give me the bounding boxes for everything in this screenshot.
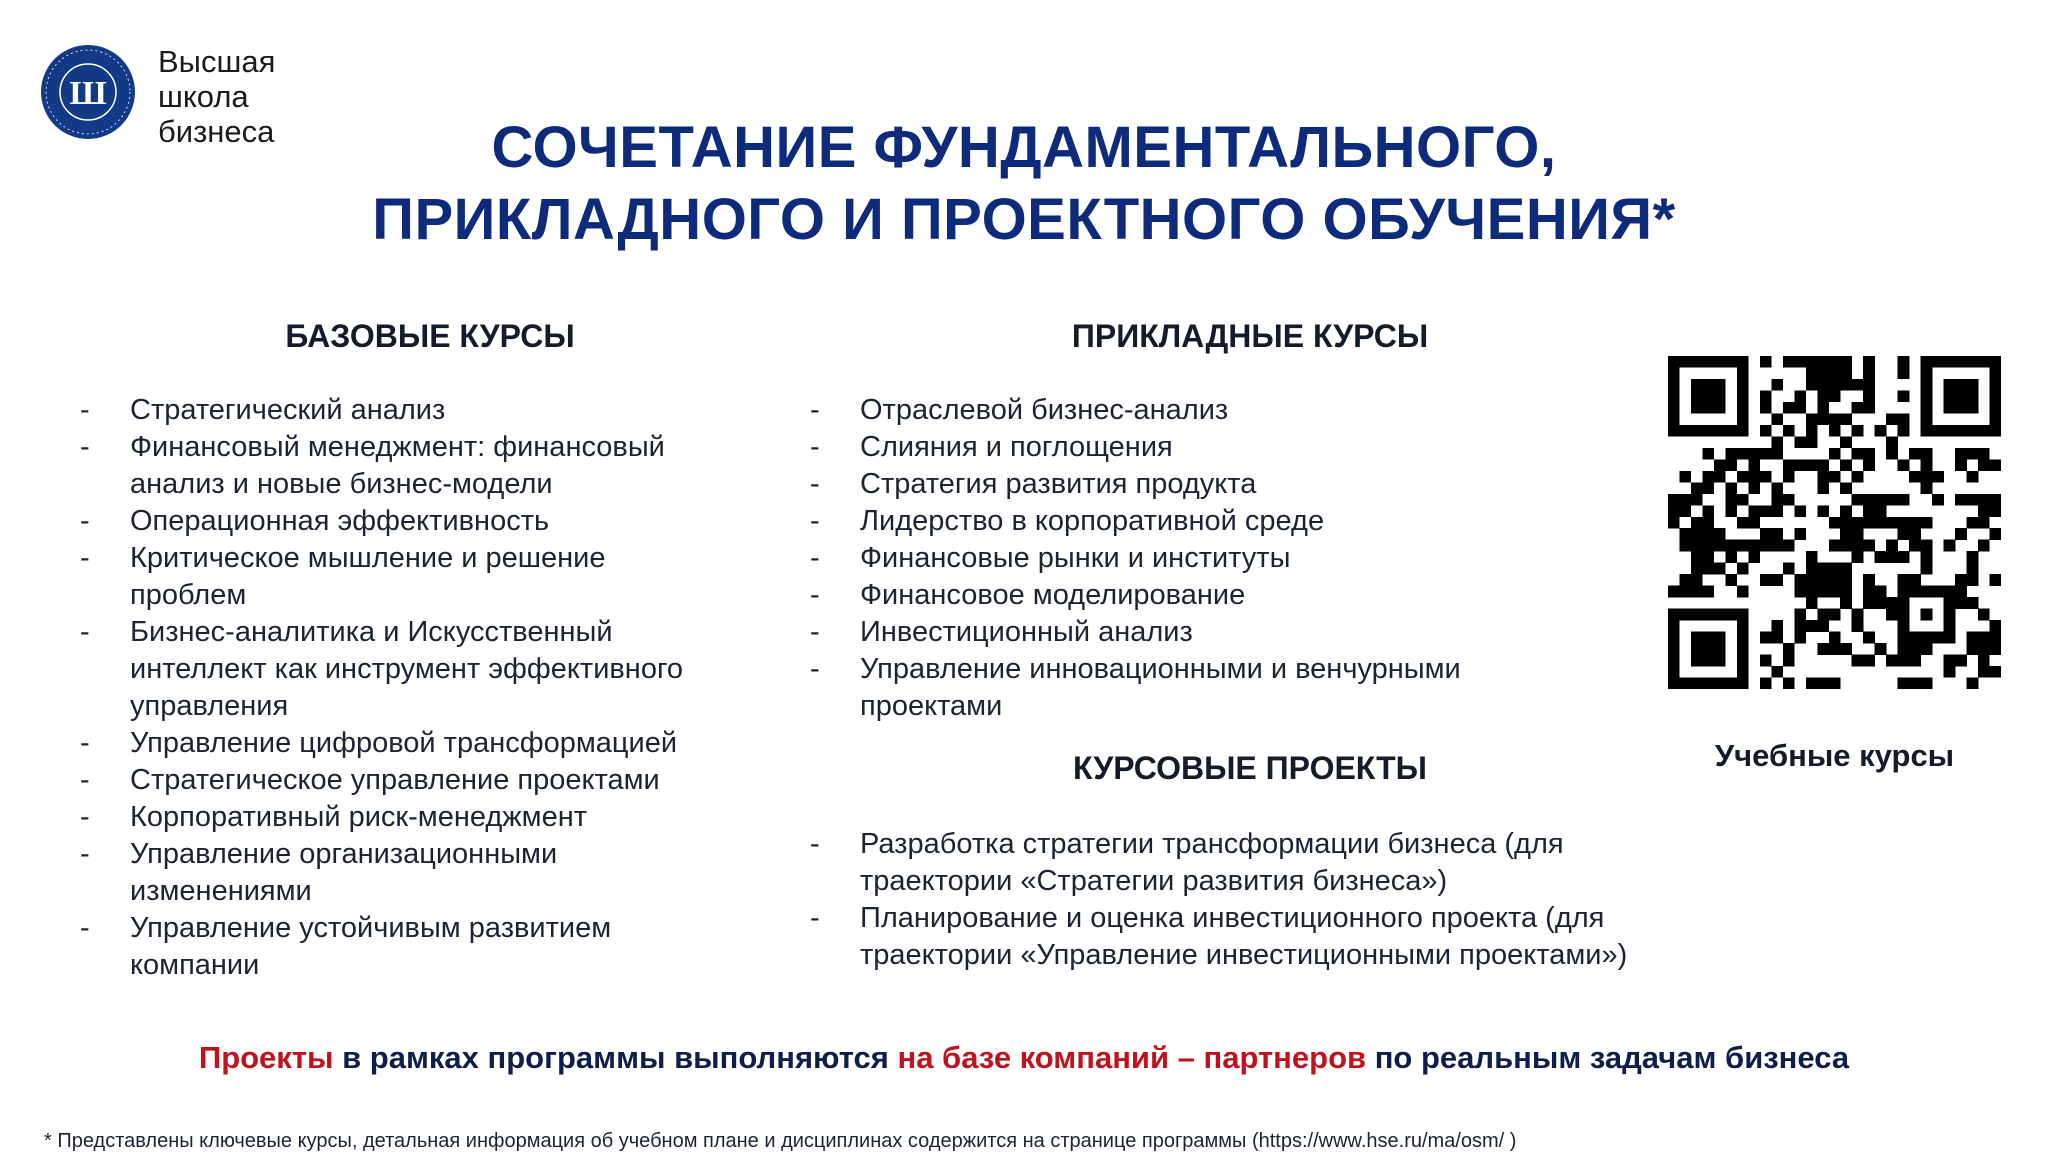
- list-item: [80, 503, 800, 540]
- list-item-text: Управление цифровой трансформацией: [130, 727, 678, 759]
- list-item-text: управления: [130, 690, 289, 722]
- list-item: [80, 762, 800, 799]
- list-item-text: Финансовый менеджмент: финансовый: [130, 431, 665, 463]
- list-bullet: -: [810, 902, 820, 934]
- list-bullet: -: [80, 727, 90, 759]
- banner-part-2: в рамках программы выполняются: [333, 1040, 898, 1075]
- list-item: [810, 577, 1630, 614]
- list-bullet: -: [80, 431, 90, 463]
- list-bullet: -: [810, 653, 820, 685]
- list-item-text: Лидерство в корпоративной среде: [860, 505, 1325, 537]
- list-bullet: -: [80, 505, 90, 537]
- list-bullet: -: [80, 394, 90, 426]
- list-item-text: Управление устойчивым развитием: [130, 912, 612, 944]
- list-item: [80, 429, 800, 503]
- list-bullet: -: [810, 542, 820, 574]
- footnote: * Представлены ключевые курсы, детальная информация об учебном плане и дисциплинах содержится на странице программы (https://www.hse.ru/ma/osm/ ): [44, 1130, 1517, 1152]
- list-bullet: -: [810, 505, 820, 537]
- list-bullet: -: [810, 468, 820, 500]
- list-item: [810, 540, 1630, 577]
- title-line-2: ПРИКЛАДНОГО И ПРОЕКТНОГО ОБУЧЕНИЯ*: [372, 187, 1676, 252]
- list-item: [810, 651, 1630, 725]
- list-item-text: Разработка стратегии трансформации бизнеса (для: [860, 828, 1564, 860]
- list-item: [810, 466, 1630, 503]
- list-item-text: Критическое мышление и решение: [130, 542, 606, 574]
- qr-code[interactable]: [1668, 356, 2001, 689]
- list-item: [810, 900, 1670, 974]
- list-item-text: Инвестиционный анализ: [860, 616, 1193, 648]
- list-bullet: -: [810, 394, 820, 426]
- list-item-text: Стратегическое управление проектами: [130, 764, 660, 796]
- list-item: [80, 614, 800, 725]
- list-item-text: Финансовые рынки и институты: [860, 542, 1291, 574]
- list-item-text: Отраслевой бизнес-анализ: [860, 394, 1229, 426]
- list-item-text: Корпоративный риск-менеджмент: [130, 801, 588, 833]
- list-item: [810, 392, 1630, 429]
- list-item-text: изменениями: [130, 875, 312, 907]
- list-bullet: -: [80, 764, 90, 796]
- list-item-text: проектами: [860, 690, 1003, 722]
- qr-caption: Учебные курсы: [1714, 738, 1955, 773]
- page-title: [0, 112, 2048, 256]
- banner-part-4: по реальным задачам бизнеса: [1366, 1040, 1850, 1075]
- list-item: [80, 799, 800, 836]
- list-item-text: Операционная эффективность: [130, 505, 550, 537]
- applied-courses-heading: ПРИКЛАДНЫЕ КУРСЫ: [1071, 318, 1429, 354]
- list-item-text: траектории «Управление инвестиционными проектами»): [860, 939, 1628, 971]
- list-item-text: интеллект как инструмент эффективного: [130, 653, 684, 685]
- course-projects-list: [810, 826, 1670, 974]
- list-item: [810, 429, 1630, 466]
- list-item: [80, 725, 800, 762]
- banner-part-3: на базе компаний – партнеров: [897, 1040, 1367, 1075]
- logo-line-1: Высшая: [158, 44, 276, 79]
- projects-banner: [0, 1040, 2048, 1076]
- list-item-text: Управление инновационными и венчурными: [860, 653, 1461, 685]
- list-item: [810, 503, 1630, 540]
- list-bullet: -: [810, 828, 820, 860]
- list-bullet: -: [80, 616, 90, 648]
- base-courses-heading: БАЗОВЫЕ КУРСЫ: [285, 318, 575, 354]
- course-projects-heading: КУРСОВЫЕ ПРОЕКТЫ: [1072, 750, 1427, 786]
- seal-letter: Ш: [69, 75, 107, 112]
- list-item: [80, 836, 800, 910]
- list-item-text: Стратегический анализ: [130, 394, 446, 426]
- list-bullet: -: [80, 912, 90, 944]
- list-item-text: Слияния и поглощения: [860, 431, 1173, 463]
- list-item: [810, 826, 1670, 900]
- list-item-text: Финансовое моделирование: [860, 579, 1246, 611]
- list-item-text: проблем: [130, 579, 247, 611]
- logo-line-3: бизнеса: [158, 114, 275, 149]
- list-bullet: -: [80, 542, 90, 574]
- list-bullet: -: [80, 801, 90, 833]
- list-bullet: -: [810, 431, 820, 463]
- title-line-1: СОЧЕТАНИЕ ФУНДАМЕНТАЛЬНОГО,: [491, 115, 1557, 180]
- list-item-text: Бизнес-аналитика и Искусственный: [130, 616, 613, 648]
- banner-part-1: Проекты: [198, 1040, 334, 1075]
- list-item: [80, 910, 800, 984]
- base-courses-list: [80, 392, 800, 984]
- list-item: [80, 392, 800, 429]
- list-bullet: -: [810, 616, 820, 648]
- list-item: [810, 614, 1630, 651]
- list-item-text: Управление организационными: [130, 838, 558, 870]
- applied-courses-list: [810, 392, 1630, 725]
- list-item-text: анализ и новые бизнес-модели: [130, 468, 553, 500]
- list-bullet: -: [810, 579, 820, 611]
- list-item: [80, 540, 800, 614]
- logo-line-2: школа: [158, 79, 249, 114]
- list-bullet: -: [80, 838, 90, 870]
- list-item-text: Планирование и оценка инвестиционного проекта (для: [860, 902, 1605, 934]
- list-item-text: Стратегия развития продукта: [860, 468, 1257, 500]
- list-item-text: траектории «Стратегии развития бизнеса»): [860, 865, 1448, 897]
- list-item-text: компании: [130, 949, 260, 981]
